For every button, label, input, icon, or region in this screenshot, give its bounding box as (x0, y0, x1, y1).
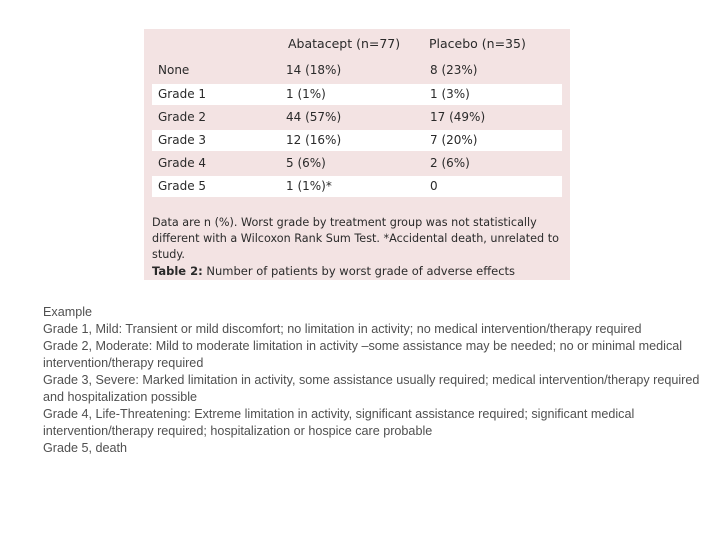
row-label: Grade 2 (158, 110, 207, 124)
table-caption (152, 263, 564, 279)
header-placebo: Placebo (n=35) (429, 36, 526, 51)
grade-3-definition: Grade 3, Severe: Marked limitation in activity, some assistance usually required; medical intervention/therapy required and hospitalization possible (43, 373, 700, 404)
adverse-effects-table-figure (144, 29, 570, 280)
row-label: Grade 4 (158, 156, 207, 170)
notes-heading: Example (43, 305, 92, 319)
row-label: None (158, 63, 190, 77)
placebo-value: 17 (49%) (430, 110, 486, 124)
placebo-value: 0 (430, 179, 438, 193)
header-abatacept: Abatacept (n=77) (288, 36, 401, 51)
table-footnote: Data are n (%). Worst grade by treatment group was not statistically different with a Wilcoxon Rank Sum Test. *Accidental death, unrelated to study. (152, 216, 559, 261)
placebo-value: 8 (23%) (430, 63, 478, 77)
grade-1-definition: Grade 1, Mild: Transient or mild discomfort; no limitation in activity; no medical intervention/therapy required (43, 322, 642, 336)
placebo-value: 7 (20%) (430, 133, 478, 147)
grade-definitions (43, 304, 718, 457)
abatacept-value: 12 (16%) (286, 133, 342, 147)
table-row (152, 130, 562, 151)
grade-4-definition: Grade 4, Life-Threatening: Extreme limitation in activity, significant assistance required; significant medical intervention/therapy required; hospitalization or hospice care probable (43, 407, 635, 438)
table-row (152, 84, 562, 105)
table-row (152, 153, 562, 174)
row-label: Grade 5 (158, 179, 207, 193)
caption-label: Table 2: (152, 264, 203, 278)
row-label: Grade 3 (158, 133, 207, 147)
grade-5-definition: Grade 5, death (43, 441, 128, 455)
caption-text: Number of patients by worst grade of adverse effects (206, 264, 516, 278)
abatacept-value: 1 (1%)* (286, 179, 332, 193)
placebo-value: 2 (6%) (430, 156, 470, 170)
row-label: Grade 1 (158, 87, 207, 101)
table-row (152, 107, 562, 128)
abatacept-value: 14 (18%) (286, 63, 342, 77)
table-row (152, 60, 562, 81)
placebo-value: 1 (3%) (430, 87, 470, 101)
grade-2-definition: Grade 2, Moderate: Mild to moderate limitation in activity –some assistance may be needed; no or minimal medical intervention/therapy required (43, 339, 683, 370)
table-header (144, 36, 570, 56)
abatacept-value: 5 (6%) (286, 156, 326, 170)
abatacept-value: 1 (1%) (286, 87, 326, 101)
table-row (152, 176, 562, 197)
abatacept-value: 44 (57%) (286, 110, 342, 124)
